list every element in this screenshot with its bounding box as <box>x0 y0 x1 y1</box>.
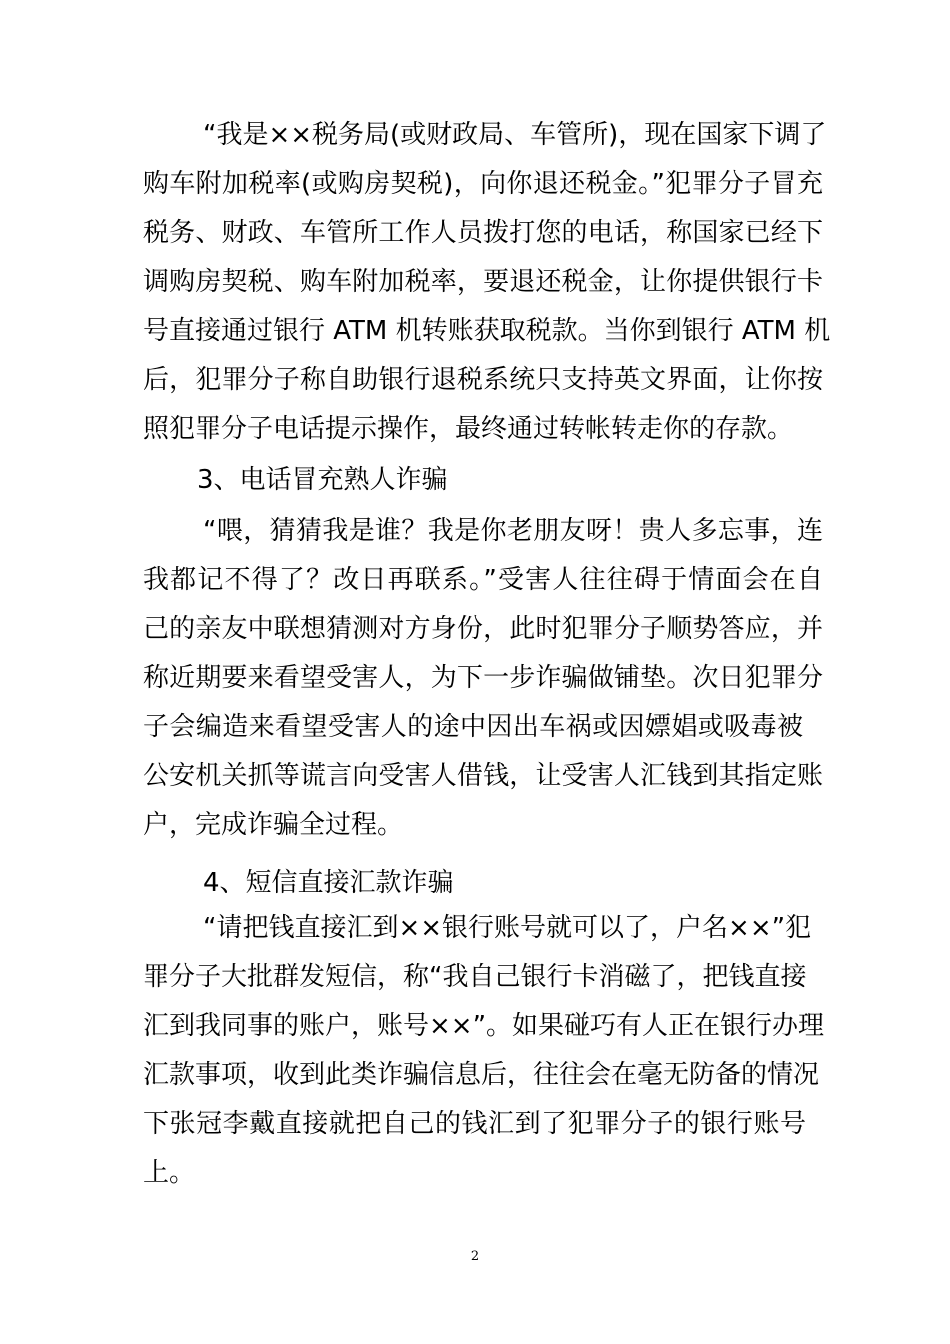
paragraph-1-line-6: 后，犯罪分子称自助银行退税系统只支持英文界面，让你按 <box>143 365 823 395</box>
paragraph-2-line-6: 公安机关抓等谎言向受害人借钱，让受害人汇钱到其指定账 <box>143 761 823 791</box>
paragraph-2-line-1: “喂，猜猜我是谁？我是你老朋友呀！贵人多忘事，连 <box>203 516 823 546</box>
paragraph-2-line-5: 子会编造来看望受害人的途中因出车祸或因嫖娼或吸毒被 <box>143 712 803 742</box>
paragraph-3-line-6: 上。 <box>143 1158 196 1188</box>
paragraph-3-line-2: 罪分子大批群发短信，称“我自己银行卡消磁了，把钱直接 <box>143 962 807 992</box>
paragraph-3-line-1: “请把钱直接汇到××银行账号就可以了，户名××”犯 <box>203 913 812 943</box>
paragraph-1-line-2: 购车附加税率(或购房契税)，向你退还税金。”犯罪分子冒充 <box>143 169 823 199</box>
paragraph-1-line-5: 号直接通过银行 ATM 机转账获取税款。当你到银行 ATM 机 <box>143 316 831 346</box>
paragraph-3-line-5: 下张冠李戴直接就把自己的钱汇到了犯罪分子的银行账号 <box>143 1109 806 1139</box>
paragraph-1-line-4: 调购房契税、购车附加税率，要退还税金，让你提供银行卡 <box>143 267 823 297</box>
paragraph-2-line-7: 户，完成诈骗全过程。 <box>143 810 404 840</box>
paragraph-1-line-1: “我是××税务局(或财政局、车管所)，现在国家下调了 <box>203 120 827 150</box>
paragraph-1-line-7: 照犯罪分子电话提示操作，最终通过转帐转走你的存款。 <box>143 414 794 444</box>
paragraph-3-line-4: 汇款事项，收到此类诈骗信息后，往往会在毫无防备的情况 <box>143 1060 820 1090</box>
page-number: 2 <box>470 1249 480 1264</box>
section-heading-3: 3、电话冒充熟人诈骗 <box>197 465 448 495</box>
paragraph-3-line-3: 汇到我同事的账户，账号××”。如果碰巧有人正在银行办理 <box>143 1011 825 1041</box>
paragraph-1-line-3: 税务、财政、车管所工作人员拨打您的电话，称国家已经下 <box>143 218 823 248</box>
section-heading-4: 4、短信直接汇款诈骗 <box>203 868 454 898</box>
paragraph-2-line-2: 我都记不得了？改日再联系。”受害人往往碍于情面会在自 <box>143 565 823 595</box>
paragraph-2-line-3: 己的亲友中联想猜测对方身份，此时犯罪分子顺势答应，并 <box>143 614 823 644</box>
paragraph-2-line-4: 称近期要来看望受害人，为下一步诈骗做铺垫。次日犯罪分 <box>143 663 823 693</box>
